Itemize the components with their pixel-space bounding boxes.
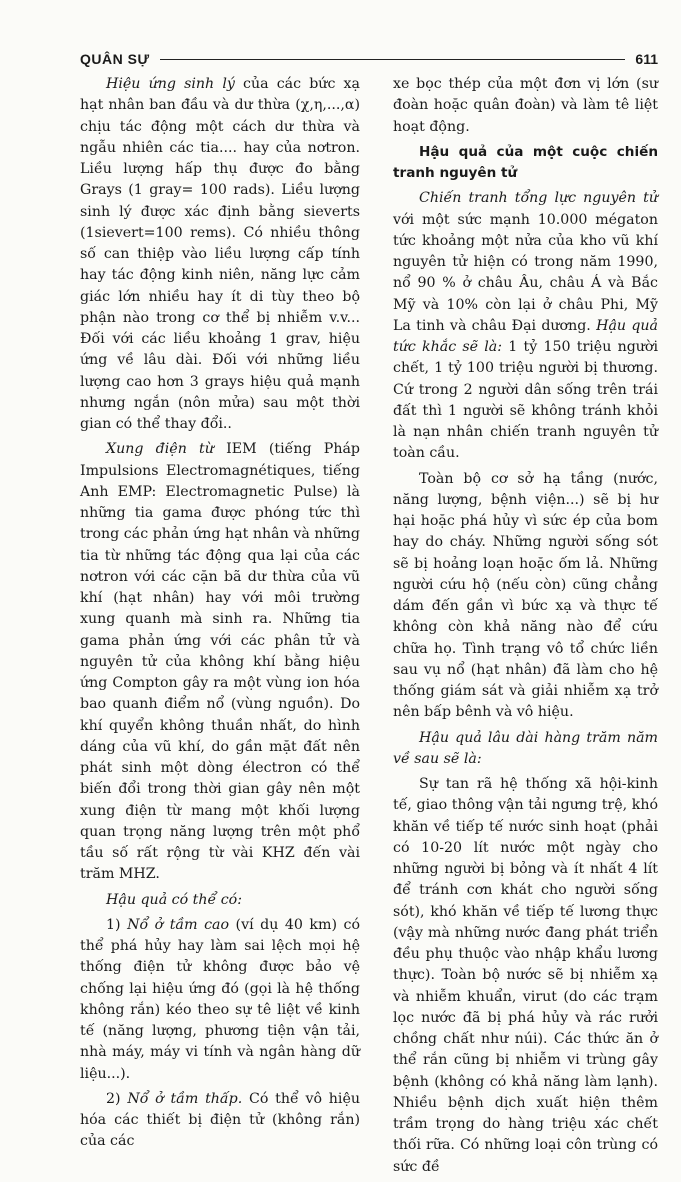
italic-term: Hiệu ứng sinh lý bbox=[106, 76, 235, 92]
italic-term: Nổ ở tầm thấp. bbox=[127, 1090, 243, 1107]
text-run: xe bọc thép của một đơn vị lớn (sư đoàn hoặc quân đoàn) và làm tê liệt hoạt động. bbox=[393, 76, 658, 135]
italic-term: Hậu quả lâu dài hàng trăm năm về sau sẽ là: bbox=[393, 729, 658, 767]
paragraph bbox=[393, 469, 658, 724]
italic-term: Nổ ở tầm cao bbox=[127, 916, 230, 933]
left-column bbox=[80, 74, 360, 1157]
text-run: IEM (tiếng Pháp Impulsions Electromagnétiques, tiếng Anh EMP: Electromagnetic Pulse) là những tia gama được phóng tức thì trong các phản ứng hạt nhân và những tia từ những tác động qua lại của các nơtron với các cặn bã dư thừa của vũ khí (hạt nhân) hay với môi trường xung quanh mà sinh ra. Những tia gama phản ứng với các phân tử và nguyên tử của không khí bằng hiệu ứng Compton gây ra một vùng ion hóa bao quanh điểm nổ (vùng nguồn). Do khí quyển không thuần nhất, do hình dáng của vũ khí, do gần mặt đất nên phát sinh một dòng électron có thể biến đổi trong thời gian gây nên một xung điện từ mang một khối lượng quan trọng năng lượng trên một phổ tầu số rất rộng từ vài KHZ đến vài trăm MHZ. bbox=[80, 441, 361, 883]
italic-term: Xung điện từ bbox=[106, 441, 214, 458]
section-title: QUÂN SỰ bbox=[80, 51, 150, 67]
paragraph bbox=[393, 774, 658, 1178]
text-run: (ví dụ 40 km) có thể phá hủy hay làm sai lệch mọi hệ thống điện tử không được bảo vệ chống lại hiệu ứng đó (gọi là hệ thống không rắn) kéo theo sự tê liệt về kinh tế (năng lượng, phương tiện vận tải, nhà máy, máy vi tính và ngân hàng dữ liệu...). bbox=[80, 916, 360, 1082]
header-rule bbox=[160, 59, 626, 60]
text-run: 1) bbox=[106, 916, 128, 933]
text-run: của các bức xạ hạt nhân ban đầu và dư thừa (χ,η,...,α) chịu tác động một cách dư thừa và ngẫu nhiên các tia.... hay của nơtron. Liều lượng hấp thụ được đo bằng Grays (1 gray= 100 rads). Liều lượng sinh lý được xác định bằng sieverts (1sievert=100 rems). Có nhiều thông số can thiệp vào liều lượng cấp tính hay tác động kinh niên, năng lực cảm giác lớn nhiều hay ít di tùy theo bộ phận nào trong cơ thể bị nhiễm v.v... Đối với các liều khoảng 1 grav, hiệu ứng về lâu dài. Đối với những liều lượng cao hơn 3 grays hiệu quả mạnh nhưng ngắn (nôn mửa) sau một thời gian có thể thay đổi.. bbox=[80, 76, 360, 432]
right-column bbox=[393, 74, 658, 1182]
italic-term: Hậu quả tức khắc sẽ là: bbox=[393, 317, 659, 355]
text-run: 2) bbox=[106, 1090, 128, 1107]
paragraph bbox=[80, 915, 360, 1085]
paragraph bbox=[80, 890, 360, 911]
paragraph bbox=[80, 74, 360, 435]
text-run: Có thể vô hiệu hóa các thiết bị điện tử (không rắn) của các bbox=[80, 1090, 360, 1150]
italic-term: Chiến tranh tổng lực nguyên tử bbox=[419, 190, 658, 207]
paragraph bbox=[80, 439, 360, 885]
text-run: Sự tan rã hệ thống xã hội-kinh tế, giao thông vận tải ngưng trệ, khó khăn về tiếp tế nước sinh hoạt (phải có 10-20 lít nước một ngày cho những người bị bỏng và ít nhất 4 lít để tránh cơn khát cho người sống sót), khó khăn về tiếp tế lương thực (vậy mà những nước đang phát triển đều phụ thuộc vào nhập khẩu lương thực). Toàn bộ nước sẽ bị nhiễm xạ và nhiễm khuẩn, virut (do các trạm lọc nước đã bị phá hủy và rác rưởi chồng chất như núi). Các thức ăn ở thể rắn cũng bị nhiễm vi trùng gây bệnh (không có khả năng làm lạnh). Nhiều bệnh dịch xuất hiện thêm trầm trọng do hàng triệu xác chết thối rữa. Có những loại côn trùng có sức đề bbox=[393, 776, 658, 1175]
paragraph bbox=[393, 74, 658, 138]
text-run: 1 tỷ 150 triệu người chết, 1 tỷ 100 triệu người bị thương. Cứ trong 2 người dân sống trên trái đất thì 1 người sẽ không tránh khỏi là nạn nhân chiến tranh nguyên tử toàn cầu. bbox=[393, 339, 658, 462]
paragraph bbox=[80, 1089, 360, 1153]
running-header bbox=[80, 48, 658, 70]
section-heading: Hậu quả của một cuộc chiến tranh nguyên tử bbox=[393, 143, 658, 181]
paragraph bbox=[393, 728, 658, 771]
italic-term: Hậu quả có thể có: bbox=[106, 891, 243, 908]
page-number: 611 bbox=[635, 51, 658, 67]
text-run: với một sức mạnh 10.000 mégaton tức khoảng một nửa của kho vũ khí nguyên tử hiện có trong năm 1990, nổ 90 % ở châu Âu, châu Á và Bắc Mỹ và 10% còn lại ở châu Phi, Mỹ La tinh và châu Đại dương. bbox=[393, 211, 658, 334]
paragraph bbox=[393, 188, 658, 464]
text-run: Toàn bộ cơ sở hạ tầng (nước, năng lượng, bệnh viện...) sẽ bị hư hại hoặc phá hủy vì sức ép của bom hay do cháy. Những người sống sót sẽ bị hoảng loạn hoặc ốm lả. Những người cứu hộ (nếu còn) cũng chẳng dám đến gần vì bức xạ và thực tế không còn khả năng nào để cứu chữa họ. Tình trạng vô tổ chức liền sau vụ nổ (hạt nhân) đã làm cho hệ thống giám sát và giải nhiễm xạ trở nên bấp bênh và vô hiệu. bbox=[393, 470, 658, 721]
